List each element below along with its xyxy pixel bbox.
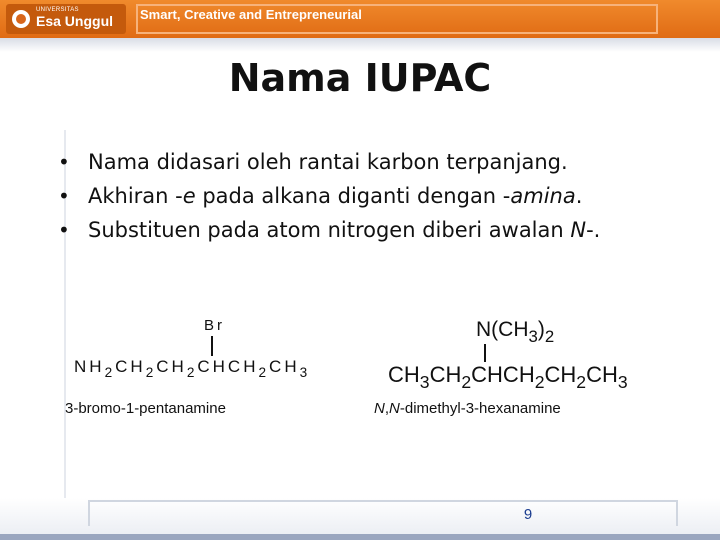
chain-atom: CH xyxy=(156,357,187,376)
chain-atom: CH xyxy=(388,362,420,387)
logo-subtext: UNIVERSITAS xyxy=(36,7,79,13)
chain-subscript: 2 xyxy=(145,364,157,380)
formula-2-name xyxy=(374,400,561,417)
logo-emblem-icon xyxy=(12,10,30,28)
formula-1-substituent: Br xyxy=(204,317,225,334)
chain-atom: N(CH xyxy=(476,318,529,341)
chain-atom: CH xyxy=(429,362,462,387)
chain-subscript: 2 xyxy=(258,364,270,380)
bullet-text: . xyxy=(575,184,583,208)
bullet-list xyxy=(56,145,696,247)
bullet-item xyxy=(56,179,696,213)
frame-shadow xyxy=(0,38,720,52)
bullet-italic-text: e xyxy=(182,184,196,208)
chain-subscript: 3 xyxy=(299,364,311,380)
chain-atom: ) xyxy=(537,318,545,341)
formula-1-bond xyxy=(211,336,213,356)
chain-atom: CH xyxy=(544,362,577,387)
bullet-text: Nama didasari oleh rantai karbon terpanjang. xyxy=(88,150,568,174)
slide-title: Nama IUPAC xyxy=(228,56,492,100)
name-rest: -dimethyl-3-hexanamine xyxy=(399,400,561,417)
chain-atom: CHCH xyxy=(197,357,259,376)
chain-subscript: 3 xyxy=(617,372,628,393)
chain-subscript: 3 xyxy=(419,372,430,393)
bullet-item xyxy=(56,145,696,179)
chain-subscript: 3 xyxy=(528,326,538,346)
bullet-text: pada alkana diganti dengan - xyxy=(195,184,511,208)
chain-subscript: 2 xyxy=(461,372,472,393)
bullet-text: Substituen pada atom nitrogen diberi awalan xyxy=(88,218,571,242)
chain-atom: CH xyxy=(115,357,146,376)
chain-atom: NH xyxy=(74,357,105,376)
header-tagline: Smart, Creative and Entrepreneurial xyxy=(140,7,362,22)
chain-subscript: 2 xyxy=(534,372,545,393)
name-italic: N xyxy=(374,400,385,417)
bullet-text: -. xyxy=(586,218,601,242)
chain-subscript: 2 xyxy=(544,326,555,346)
formula-1-name: 3-bromo-1-pentanamine xyxy=(65,400,226,417)
chain-subscript: 2 xyxy=(104,364,116,380)
formula-2-substituent xyxy=(476,318,554,347)
chain-atom: CH xyxy=(269,357,300,376)
bullet-text: Akhiran - xyxy=(88,184,183,208)
chain-atom: CHCH xyxy=(471,362,535,387)
formula-2-bond xyxy=(484,344,486,362)
formula-2-chain xyxy=(388,362,628,393)
chain-atom: CH xyxy=(586,362,618,387)
name-separator: , xyxy=(384,400,390,417)
bullet-italic-text: N xyxy=(570,218,587,242)
formula-1-chain xyxy=(74,357,310,380)
university-logo xyxy=(6,4,126,34)
footer-accent xyxy=(0,534,720,540)
chain-subscript: 2 xyxy=(576,372,587,393)
chain-subscript: 2 xyxy=(186,364,198,380)
bullet-italic-text: amina xyxy=(510,184,576,208)
footer-frame xyxy=(88,500,678,526)
page-number: 9 xyxy=(523,506,533,523)
header-bar xyxy=(0,0,720,38)
bullet-item xyxy=(56,213,696,247)
name-italic: N xyxy=(389,400,400,417)
logo-text: Esa Unggul xyxy=(36,13,114,29)
